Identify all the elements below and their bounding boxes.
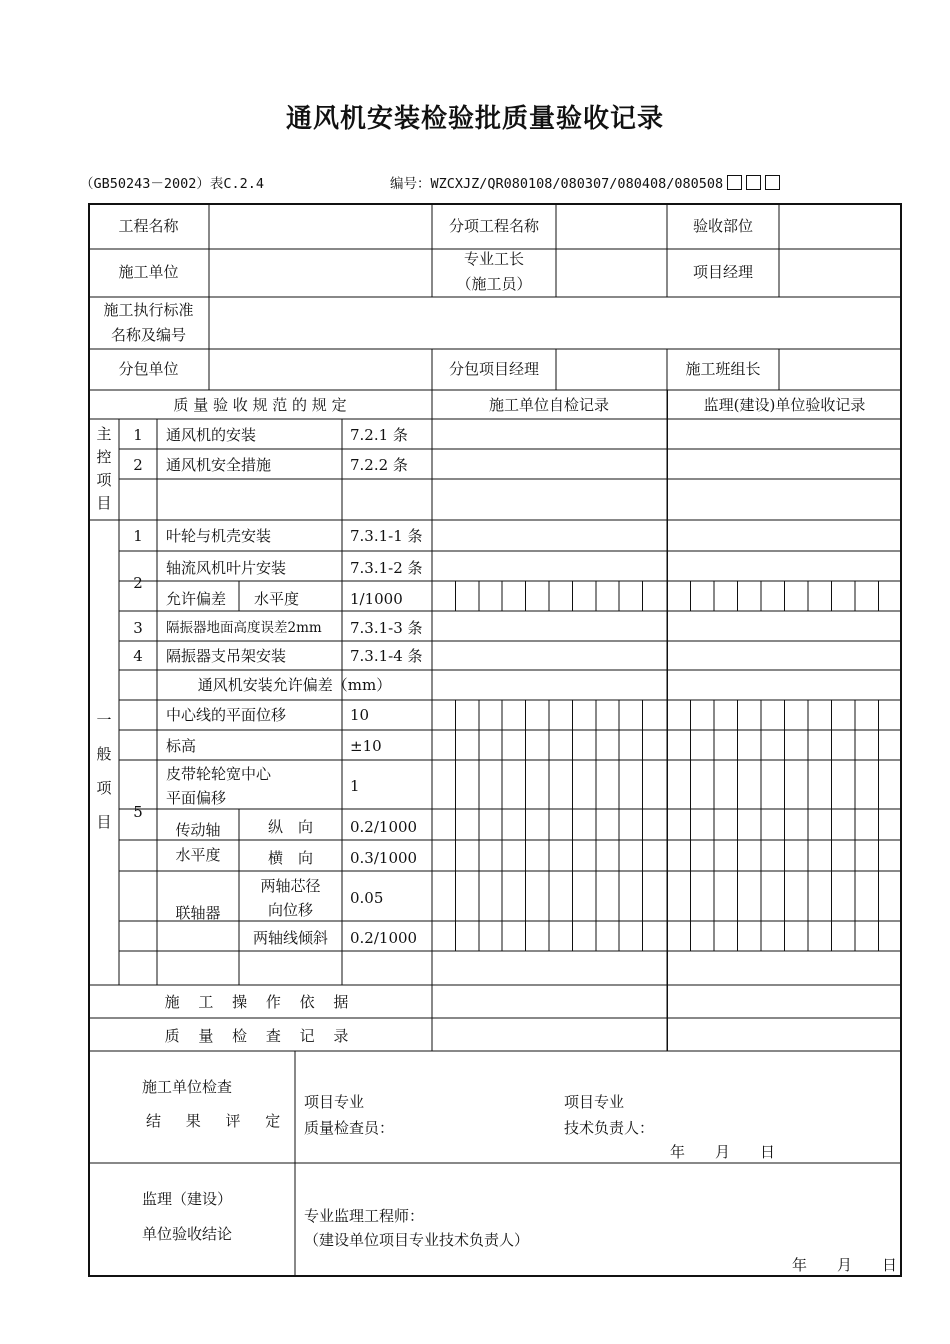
general-item-name: 隔振器地面高度误差2mm <box>166 620 322 636</box>
center-line-value: 10 <box>350 706 370 724</box>
foreman-label-sub: （施工员） <box>456 275 532 293</box>
standard-code: （GB50243－2002）表C.2.4 <box>80 176 265 192</box>
shaft-label-sub: 水平度 <box>175 846 221 864</box>
sub-project-label: 分项工程名称 <box>448 217 539 235</box>
inspector-label-sub: 质量检查员： <box>304 1119 395 1137</box>
radial-label-sub: 向位移 <box>267 901 313 919</box>
tolerance-label: 允许偏差 <box>166 590 227 608</box>
inspection-record-label: 质 量 检 查 记 录 <box>164 1027 356 1045</box>
general-item-name: 叶轮与机壳安装 <box>166 527 272 545</box>
main-item-clause: 7.2.2 条 <box>350 456 408 474</box>
basis-label: 施 工 操 作 依 据 <box>164 993 356 1011</box>
main-item-clause: 7.2.1 条 <box>350 426 408 444</box>
center-line-label: 中心线的平面位移 <box>166 706 287 724</box>
record-number-text: 编号：WZCXJZ/QR080108/080307/080408/080508 <box>390 176 724 192</box>
general-item-clause: 7.3.1-2 条 <box>350 559 423 577</box>
acceptance-form <box>88 203 902 1277</box>
construction-result-label-sub: 结 果 评 定 <box>146 1112 291 1130</box>
general-label: 一般项目 <box>96 711 112 831</box>
project-manager-label: 项目经理 <box>692 263 753 281</box>
radial-label: 两轴芯径 <box>260 877 321 895</box>
general-item-clause: 7.3.1-4 条 <box>350 647 423 665</box>
construction-unit-label: 施工单位 <box>118 263 179 281</box>
main-item-number: 1 <box>133 426 143 444</box>
project-name-label: 工程名称 <box>118 217 179 235</box>
main-control-label: 主控项目 <box>96 425 112 512</box>
transverse-value: 0.3/1000 <box>350 849 418 867</box>
belt-value: 1 <box>350 777 360 795</box>
general-item-number: 2 <box>133 574 143 592</box>
coupling-label: 联轴器 <box>175 904 221 922</box>
construction-date: 年 月 日 <box>670 1143 776 1161</box>
general-item-clause: 7.3.1-1 条 <box>350 527 423 545</box>
tech-lead-label: 项目专业 <box>564 1093 625 1111</box>
general-item-name: 轴流风机叶片安装 <box>166 559 287 577</box>
general-item-clause: 7.3.1-3 条 <box>350 619 423 637</box>
main-item-number: 2 <box>133 456 143 474</box>
self-check-column-header: 施工单位自检记录 <box>488 396 609 414</box>
radial-value: 0.05 <box>350 889 384 907</box>
spec-column-header: 质 量 验 收 规 范 的 规 定 <box>173 396 347 414</box>
team-leader-label: 施工班组长 <box>685 360 761 378</box>
general-item-number: 4 <box>133 647 143 665</box>
number-checkbox[interactable] <box>727 175 742 190</box>
shaft-label: 传动轴 <box>175 821 221 839</box>
supervision-date: 年 月 日 <box>792 1256 898 1274</box>
foreman-label: 专业工长 <box>463 250 524 268</box>
tolerance-sub-label: 水平度 <box>254 590 300 608</box>
longitudinal-label: 纵 向 <box>267 818 313 836</box>
general-item-number: 3 <box>133 619 143 637</box>
main-item-name: 通风机的安装 <box>166 426 257 444</box>
tilt-label: 两轴线倾斜 <box>252 929 328 947</box>
page-title: 通风机安装检验批质量验收记录 <box>285 104 664 134</box>
belt-label: 皮带轮轮宽中心 <box>166 765 272 783</box>
elevation-label: 标高 <box>166 737 197 755</box>
acceptance-part-label: 验收部位 <box>692 217 753 235</box>
supervision-result-label: 监理（建设） <box>142 1190 233 1208</box>
number-checkbox[interactable] <box>765 175 780 190</box>
number-checkbox[interactable] <box>746 175 761 190</box>
tech-lead-label-sub: 技术负责人： <box>564 1119 655 1137</box>
supervision-column-header: 监理(建设)单位验收记录 <box>703 396 866 414</box>
standard-label-sub: 名称及编号 <box>110 326 186 344</box>
supervision-engineer-label: 专业监理工程师： <box>304 1207 425 1225</box>
transverse-label: 横 向 <box>267 849 313 867</box>
general-item-name: 隔振器支吊架安装 <box>166 647 287 665</box>
sub-manager-label: 分包项目经理 <box>448 360 539 378</box>
elevation-value: ±10 <box>350 737 382 755</box>
tilt-value: 0.2/1000 <box>350 929 418 947</box>
record-number <box>390 172 780 192</box>
owner-rep-label: （建设单位项目专业技术负责人） <box>304 1231 530 1249</box>
inspector-label: 项目专业 <box>304 1093 365 1111</box>
general-item-number: 1 <box>133 527 143 545</box>
main-item-name: 通风机安全措施 <box>166 456 272 474</box>
deviation-heading: 通风机安装允许偏差（mm） <box>197 676 392 694</box>
subcontractor-label: 分包单位 <box>118 360 179 378</box>
belt-label-sub: 平面偏移 <box>166 789 227 807</box>
supervision-result-label-sub: 单位验收结论 <box>142 1225 233 1243</box>
longitudinal-value: 0.2/1000 <box>350 818 418 836</box>
construction-result-label: 施工单位检查 <box>142 1078 233 1096</box>
general-item-number: 5 <box>133 803 143 821</box>
tolerance-value: 1/1000 <box>350 590 403 608</box>
standard-label: 施工执行标准 <box>103 301 194 319</box>
